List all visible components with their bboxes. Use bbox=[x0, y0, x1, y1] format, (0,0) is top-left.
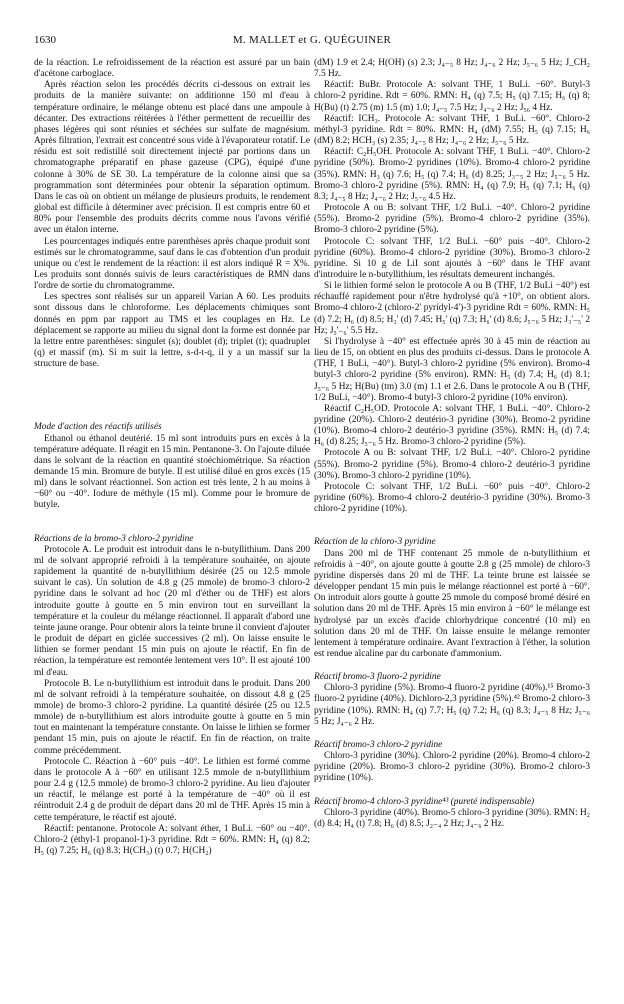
section-heading: Mode d'action des réactifs utilisés bbox=[34, 422, 162, 433]
section-heading: Réactions de la bromo-3 chloro-2 pyridine bbox=[34, 533, 194, 544]
paragraph: Si l'hydrolyse à −40° est effectuée après 30 à 45 min de réaction au lieu de 15, on obtient en plus des produits ci-dessus. Dans le protocole A (THF, 1 BuLi, −40°). Butyl-3 chloro-2 pyridine (5% environ). Bromo-4 butyl-3 chloro-2 pyridine (5% environ). RMN: H₅ (d) 7.4; H₆ (d) 8.1; J₅₋₆ 5 Hz; H(Bu) (tm) 3.0 (m) 1.1 et 2.6. Dans le protocole A ou B (THF, 1/2 BuLi, −40°). Bromo-4 butyl-3 chloro-2 pyridine (10% environ). bbox=[314, 336, 590, 403]
left-column bbox=[34, 58, 310, 857]
paragraph: Chloro-3 pyridine (40%). Bromo-5 chloro-3 pyridine (30%). RMN: H₂ (d) 8.4; H₄ (t) 7.8; H₆ (d) 8.5; J₂₋₄ 2 Hz; J₄₋₆ 2 Hz. bbox=[314, 807, 590, 829]
paragraph: Réactif: C₂H₅OH. Protocole A: solvant THF, 1 BuLi. −40°. Chloro-2 pyridine (50%). Bromo-2 pyridines (10%). Bromo-4 chloro-2 pyridine (35%). RMN: H₃ (q) 7.6; H₅ (q) 7.4; H₆ (d) 8.25; J₃₋₅ 2 Hz; J₅₋₆ 5 Hz. Bromo-3 chloro-2 pyridine (5%). RMN: H₄ (q) 7.9; H₅ (q) 7.1; H₆ (q) 8.3; J₄₋₅ 8 Hz; J₄₋₆ 2 Hz; J₅₋₆ 4.5 Hz. bbox=[314, 147, 590, 202]
paragraph: Protocole A ou B: solvant THF, 1/2 BuLi. −40°. Chloro-2 pyridine (55%). Bromo-2 pyridine (5%). Bromo-4 chloro-2 pyridine (35%). Bromo-3 chloro-2 pyridine (5%). bbox=[314, 203, 590, 236]
paragraph: Protocole A. Le produit est introduit dans le n-butyllithium. Dans 200 ml de solvant approprié refroidi à la température souhaitée, on ajoute rapidement la quantité de n-butyllithium désirée (25 ou 12.5 mmole suivant le cas). Un solution de 4.8 g (25 mmole) de bromo-3 chloro-2 pyridine dans le solvant ad hoc (20 ml d'éther ou de THF) est alors introduite goutte à goutte en 5 min environ tout en surveillant la température et la couleur du mélange réactionnel. Il apparaît d'abord une teinte jaune orange. Pour obtenir alors la teinte brune il convient d'ajouter le produit de départ en giclée successives (2 ml). On laisse ensuite le lithien se former pendant 15 min puis on ajoute le réactif. En fin de réaction, la température est remontée lentement vers 10°. Il est ajouté 100 ml d'eau. bbox=[34, 544, 310, 678]
paragraph: Protocole C: solvant THF, 1/2 BuLi. −60° puis −40°. Chloro-2 pyridine (60%). Bromo-4 chloro-2 pyridine (30%). Bromo-3 chloro-2 pyridine. Si 10 g de LiI sont ajoutés à −60° dans le THF avant d'introduire le n-butyllithium, les résultats demeurent inchangés. bbox=[314, 236, 590, 280]
paragraph: Protocole B. Le n-butyllithium est introduit dans le produit. Dans 200 ml de solvant refroidi à la température souhaitée, on dissout 4.8 g (25 mmole) de bromo-3 chloro-2 pyridine. La quantité désirée (25 ou 12.5 mmole) de n-butyllithium est alors introduite goutte à goutte en 5 min tout en maintenant la température constante. On laisse le lithien se former pendant 15 min, puis on ajoute le réactif. En fin de réaction, on traite comme précédemment. bbox=[34, 678, 310, 756]
paragraph: Protocole C. Réaction à −60° puis −40°. Le lithien est formé comme dans le protocole A à −60° en utilisant 12.5 mmole de n-butyllithium pour 2.4 g (12.5 mmole) de bromo-3 chloro-2 pyridine. Au lieu d'ajouter un réactif, le mélange est porté à la température de −40° où il est réintroduit 2.4 g de produit de départ dans 20 ml de THF. Après 15 min à cette température, le réactif est ajouté. bbox=[34, 756, 310, 823]
paragraph: Réactif: ICH₃. Protocole A: solvant THF, 1 BuLi. −60°. Chloro-2 méthyl-3 pyridine. Rdt = 80%. RMN: H₄ (dM) 7.55; H₅ (q) 7.15; H₆ (dM) 8.2; HCH₃ (s) 2.35; J₄₋₅ 8 Hz; J₄₋₆ 2 Hz; J₅₋₆ 5 Hz. bbox=[314, 113, 590, 147]
section-heading: Réactif bromo-3 fluoro-2 pyridine bbox=[314, 672, 441, 683]
paragraph: Chloro-3 pyridine (30%). Chloro-2 pyridine (20%). Bromo-4 chloro-2 pyridine (20%). Bromo-3 chloro-2 pyridine (30%). Bromo-2 chloro-3 pyridine (10%). bbox=[314, 751, 590, 784]
section-heading: Réactif bromo-3 chloro-2 pyridine bbox=[314, 739, 443, 750]
paragraph: Protocole C: solvant THF, 1/2 BuLi. −60° puis −40°. Chloro-2 pyridine (60%). Bromo-4 chloro-2 deutério-3 pyridine (30%). Bromo-3 chloro-2 pyridine (10%). bbox=[314, 481, 590, 515]
running-head: M. MALLET et G. QUÉGUINER bbox=[232, 34, 392, 46]
section-heading: Réaction de la chloro-3 pyridine bbox=[314, 537, 436, 548]
paragraph: Après réaction selon les procédés décrits ci-dessous on extrait les produits de la manière suivante: on additionne 150 ml d'eau à température ordinaire, le mélange obtenu est placé dans une ampoule à décanter. Des extractions réitérées à l'éther permettent de recueillir des phases légères qui sont réunies et séchées sur sulfate de magnésium. Après filtration, l'extrait est concentré sous vide à l'évaporateur rotatif. Le résidu est soit redistillé soit directement injecté par portions dans un chromatographe préparatif en phase gazeuse (CPG), équipé d'une colonne à 30% de SE 30. La température de la colonne ainsi que sa programmation sont déterminées pour obtenir la séparation optimum. Dans le cas où on obtient un mélange de plusieurs produits, le rendement global est difficile à déterminer avec précision. Il est compris entre 60 et 80% pour l'ensemble des produits décrits comme nous l'avons vérifié avec un étalon interne. bbox=[34, 80, 310, 236]
section-heading: Réactif bromo-4 chloro-3 pyridine⁴³ (pureté indispensable) bbox=[314, 796, 535, 807]
paragraph: Les spectres sont réalisés sur un appareil Varian A 60. Les produits sont dissous dans le chloroforme. Les déplacements chimiques sont donnés en ppm par rapport au TMS et les couplages en Hz. Le déplacement se rapporte au milieu du signal dont la forme est donnée par la lettre entre parenthèses: singulet (s); doublet (d); triplet (t); quadruplet (q) et massif (m). Si m suit la lettre, s-d-t-q, il y a un massif sur la structure de base. bbox=[34, 292, 310, 370]
paragraph: de la réaction. Le refroidissement de la réaction est assuré par un bain d'acétone carboglace. bbox=[34, 58, 310, 80]
paragraph: Dans 200 ml de THF contenant 25 mmole de n-butyllithium et refroidis à −40°, on ajoute goutte à goutte 2.8 g (25 mmole) de chloro-3 pyridine dispersés dans 20 ml de THF. La teinte brune est laissée se développer pendant 15 min puis le mélange réactionnel est porté à −60°. On introduit alors goutte à goutte 25 mmole du composé bromé désiré en solution dans 20 ml de THF. Après 15 min environ à −60° le mélange est hydrolysé par un excès d'acide chlorhydrique concentré (10 ml) en solution dans 20 ml de THF. On laisse ensuite le mélange remonter lentement à température ordinaire. Avant l'extraction à l'éther, la solution est rendue alcaline par du carbonate d'ammonium. bbox=[314, 548, 590, 659]
paragraph: Réactif: pentanone. Protocole A: solvant éther, 1 BuLi. −60° ou −40°. Chloro-2 (éthyl-1 propanol-1)-3 pyridine. Rdt = 60%. RMN: H₄ (q) 8.2; H₅ (q) 7.25; H₆ (q) 8.3; H(CH₃) (t) 0.7; H(CH₂) bbox=[34, 823, 310, 856]
page-number: 1630 bbox=[34, 34, 56, 46]
paragraph: Les pourcentages indiqués entre parenthèses après chaque produit sont estimés sur le chromatogramme, sauf dans le cas d'obtention d'un produit unique ou c'est le rendement de la réaction: il est alors indiqué R = X%. Les produits sont donnés suivis de leurs caractéristiques de RMN dans l'ordre de sortie du chromatogramme. bbox=[34, 236, 310, 292]
paragraph: Chloro-3 pyridine (5%). Bromo-4 fluoro-2 pyridine (40%).¹⁵ Bromo-3 fluoro-2 pyridine (40%). Dichloro-2,3 pyridine (5%).⁴² Bromo-2 chloro-3 pyridine (10%). RMN: H₄ (q) 7.7; H₅ (q) 7.2; H₆ (q) 8.3; J₄₋₅ 8 Hz; J₅₋₆ 5 Hz; J₄₋₆ 2 Hz. bbox=[314, 683, 590, 727]
paragraph: Si le lithien formé selon le protocole A ou B (THF, 1/2 BuLi −40°) est réchauffé rapidement pour n'être hydrolysé qu'à +10°, on obtient alors. Bromo-4 chloro-2 (chloro-2' pyridyl-4')-3 pyridine Rdt = 60%. RMN: H₅ (d) 7.2; H₆ (d) 8.5; H₃' (d) 7.45; H₅' (q) 7.3; H₆' (d) 8.6; J₅₋₆ 5 Hz; J₃'₋₅' 2 Hz; J₅'₋₆' 5.5 Hz. bbox=[314, 281, 590, 336]
right-column bbox=[314, 58, 590, 830]
paragraph: (dM) 1.9 et 2.4; H(OH) (s) 2.3; J₄₋₅ 8 Hz; J₄₋₆ 2 Hz; J₅₋₆ 5 Hz; J_CH₂ 7.5 Hz. bbox=[314, 58, 590, 80]
page-header bbox=[34, 32, 590, 48]
paragraph: Protocole A ou B: solvant THF, 1/2 BuLi. −40°. Chloro-2 pyridine (55%). Bromo-2 pyridine (5%). Bromo-4 chloro-2 deutério-3 pyridine (30%). Bromo-3 chloro-2 pyridine (10%). bbox=[314, 448, 590, 481]
paragraph: Réactif C₂H₅OD. Protocole A: solvant THF, 1 BuLi. −40°. Chloro-2 pyridine (20%). Chloro-2 deutério-3 pyridine (30%). Bromo-2 pyridine (10%). Bromo-4 chloro-2 deutério-3 pyridine (35%). RMN: H₅ (d) 7.4; H₆ (d) 8.25; J₅₋₆ 5 Hz. Bromo-3 chloro-2 pyridine (5%). bbox=[314, 403, 590, 448]
paragraph: Ethanol ou éthanol deutérié. 15 ml sont introduits purs en excès à la température adéquate. Il réagit en 15 min. Pentanone-3. On l'ajoute diluée dans le solvant de la réaction en quantité stoéchiométrique. Sa réaction demande 15 min. Bromure de butyle. Il est utilisé dilué en gros excès (15 ml) dans le solvant réactionnel. Son action est très lente, 2 h au moins à −60° ou −40°. Iodure de méthyle (15 ml). Comme pour le bromure de butyle. bbox=[34, 433, 310, 511]
paragraph: Réactif: BuBr. Protocole A: solvant THF, 1 BuLi. −60°. Butyl-3 chloro-2 pyridine. Rdt = 60%. RMN: H₄ (q) 7.5; H₅ (q) 7.15; H₆ (q) 8; H(Bu) (t) 2.75 (m) 1.5 (m) 1.0; J₄₋₅ 7.5 Hz; J₄₋₆ 2 Hz; J₅₆ 4 Hz. bbox=[314, 80, 590, 113]
